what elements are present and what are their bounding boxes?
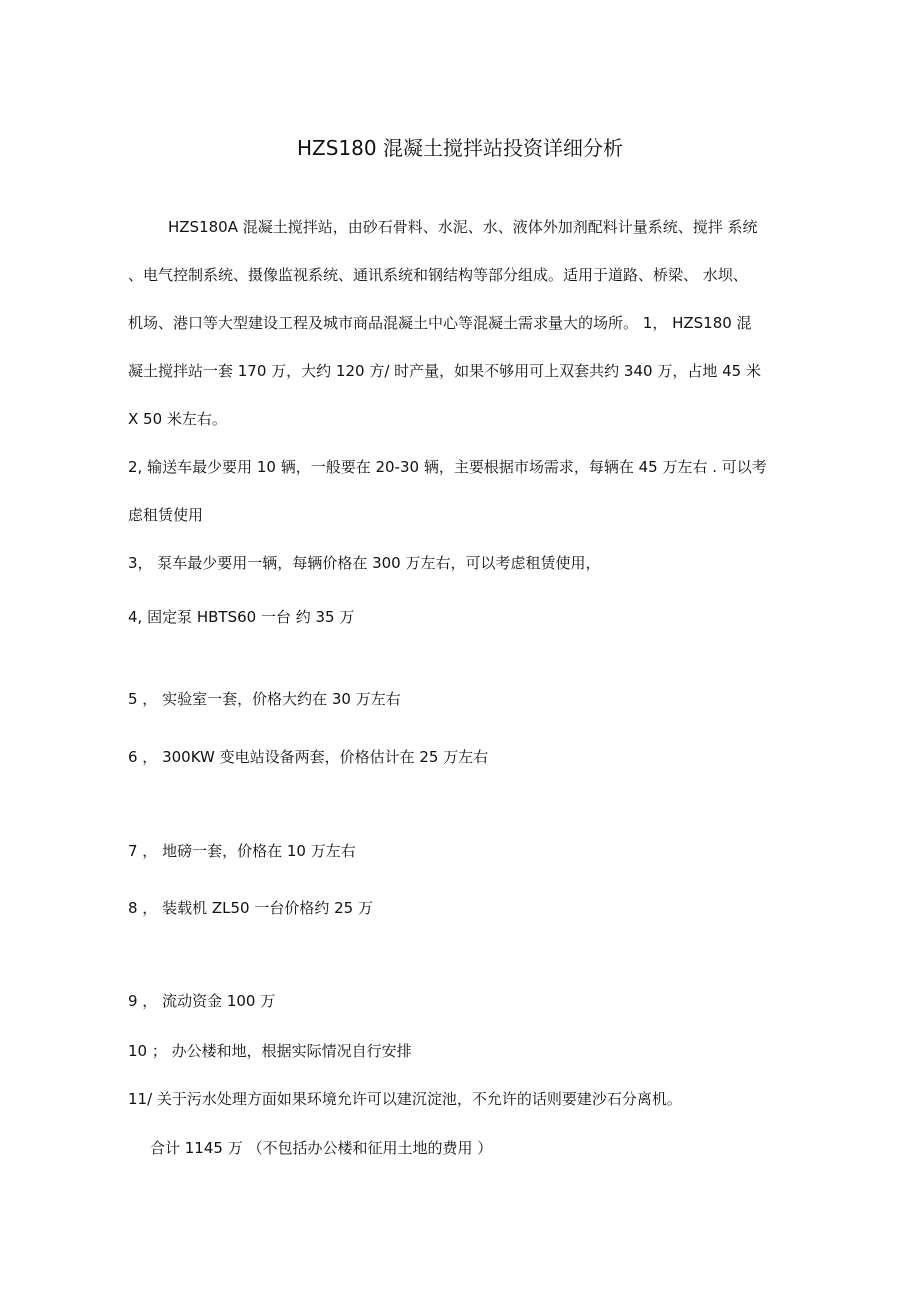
item-7: 7 ， 地磅一套，价格在 10 万左右 bbox=[128, 842, 356, 860]
intro-line-4: 凝土搅拌站一套 170 万，大约 120 方/ 时产量，如果不够用可上双套共约 340 万，占地 45 米 bbox=[128, 362, 761, 380]
item-4: 4, 固定泵 HBTS60 一台 约 35 万 bbox=[128, 608, 355, 626]
document-title: HZS180 混凝土搅拌站投资详细分析 bbox=[297, 136, 623, 160]
total-line: 合计 1145 万 （不包括办公楼和征用土地的费用 ） bbox=[150, 1139, 493, 1157]
intro-line-5: X 50 米左右。 bbox=[128, 410, 227, 428]
item-8: 8 ， 装载机 ZL50 一台价格约 25 万 bbox=[128, 899, 373, 917]
item-10: 10 ； 办公楼和地，根据实际情况自行安排 bbox=[128, 1042, 412, 1060]
item-2-line-2: 虑租赁使用 bbox=[128, 506, 204, 524]
item-2-line-1: 2, 输送车最少要用 10 辆，一般要在 20-30 辆，主要根据市场需求，每辆在 45 万左右 . 可以考 bbox=[128, 458, 767, 476]
item-9: 9 ， 流动资金 100 万 bbox=[128, 992, 276, 1010]
item-5: 5 ， 实验室一套，价格大约在 30 万左右 bbox=[128, 690, 401, 708]
item-3: 3， 泵车最少要用一辆，每辆价格在 300 万左右，可以考虑租赁使用， bbox=[128, 554, 601, 572]
intro-line-3: 机场、港口等大型建设工程及城市商品混凝土中心等混凝土需求量大的场所。 1， HZS180 混 bbox=[128, 314, 752, 332]
intro-line-1: HZS180A 混凝土搅拌站，由砂石骨料、水泥、水、液体外加剂配料计量系统、搅拌 系统 bbox=[168, 218, 758, 236]
item-11: 11/ 关于污水处理方面如果环境允许可以建沉淀池，不允许的话则要建沙石分离机。 bbox=[128, 1090, 682, 1108]
intro-line-2: 、电气控制系统、摄像监视系统、通讯系统和钢结构等部分组成。适用于道路、桥梁、 水坝、 bbox=[128, 266, 748, 284]
item-6: 6 ， 300KW 变电站设备两套，价格估计在 25 万左右 bbox=[128, 748, 489, 766]
